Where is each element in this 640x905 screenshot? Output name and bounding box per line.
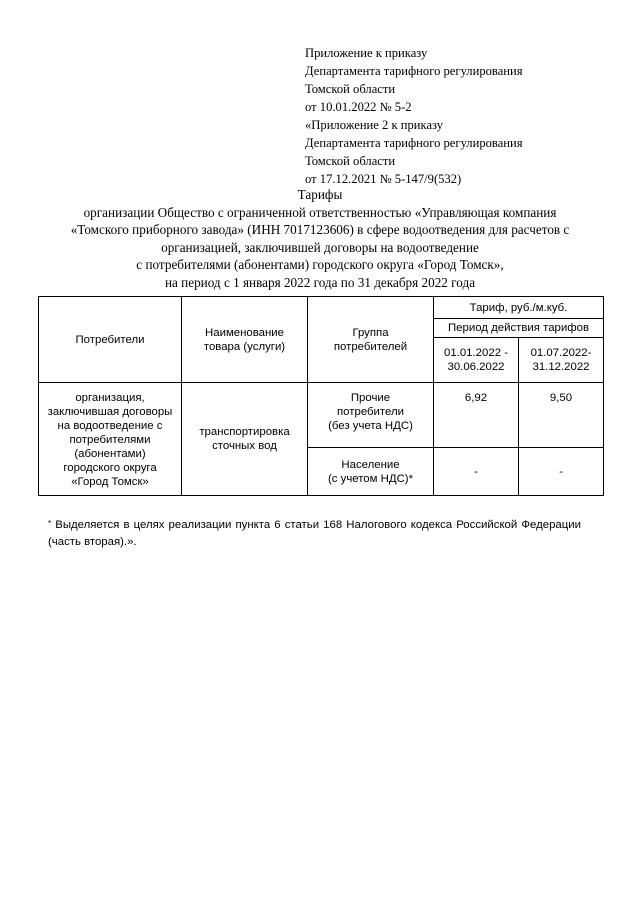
header-line: Департамента тарифного регулирования [305, 64, 523, 78]
approval-header [305, 44, 523, 188]
header-group: Группа потребителей [308, 297, 434, 383]
title-line: «Томского приборного завода» (ИНН 7017123606) в сфере водоотведения для расчетов с [70, 222, 570, 237]
table-row [39, 383, 604, 448]
header-consumers: Потребители [39, 297, 182, 383]
tariff-value-cell: - [519, 448, 604, 496]
header-tariff: Тариф, руб./м.куб. [434, 297, 604, 319]
footnote-mark: * [48, 519, 52, 528]
title-line: на период с 1 января 2022 года по 31 декабря 2022 года [164, 274, 476, 290]
document-title [30, 186, 610, 291]
header-line: Приложение к приказу [305, 46, 428, 60]
title-line: организации Общество с ограниченной ответственностью «Управляющая компания [83, 204, 557, 220]
group-cell: Население (с учетом НДС)* [308, 448, 434, 496]
header-line: «Приложение 2 к приказу [305, 118, 444, 132]
header-service: Наименование товара (услуги) [182, 297, 308, 383]
group-cell: Прочие потребители (без учета НДС) [308, 383, 434, 448]
header-line: Томской области [305, 154, 396, 168]
footnote [48, 517, 581, 551]
header-line: Томской области [305, 82, 396, 96]
header-period-1: 01.01.2022 - 30.06.2022 [434, 338, 519, 383]
title-line: с потребителями (абонентами) городского округа «Город Томск», [136, 257, 504, 272]
tariff-value-cell: - [434, 448, 519, 496]
header-period: Период действия тарифов [434, 319, 604, 338]
service-cell: транспортировка сточных вод [182, 383, 308, 496]
header-period-2: 01.07.2022- 31.12.2022 [519, 338, 604, 383]
title-line: Тарифы [297, 187, 343, 202]
tariff-value-cell: 9,50 [519, 383, 604, 448]
consumer-cell: организация, заключившая договоры на водоотведение с потребителями (абонентами) городского округа «Город Томск» [39, 383, 182, 496]
tariffs-table [38, 296, 604, 496]
header-line: от 17.12.2021 № 5-147/9(532) [305, 172, 462, 186]
footnote-text: Выделяется в целях реализации пункта 6 статьи 168 Налогового кодекса Российской Федерации (часть вторая).». [48, 519, 581, 548]
header-line: Департамента тарифного регулирования [305, 136, 523, 150]
header-line: от 10.01.2022 № 5-2 [305, 100, 412, 114]
tariff-value-cell: 6,92 [434, 383, 519, 448]
title-line: организацией, заключившей договоры на водоотведение [161, 239, 479, 255]
